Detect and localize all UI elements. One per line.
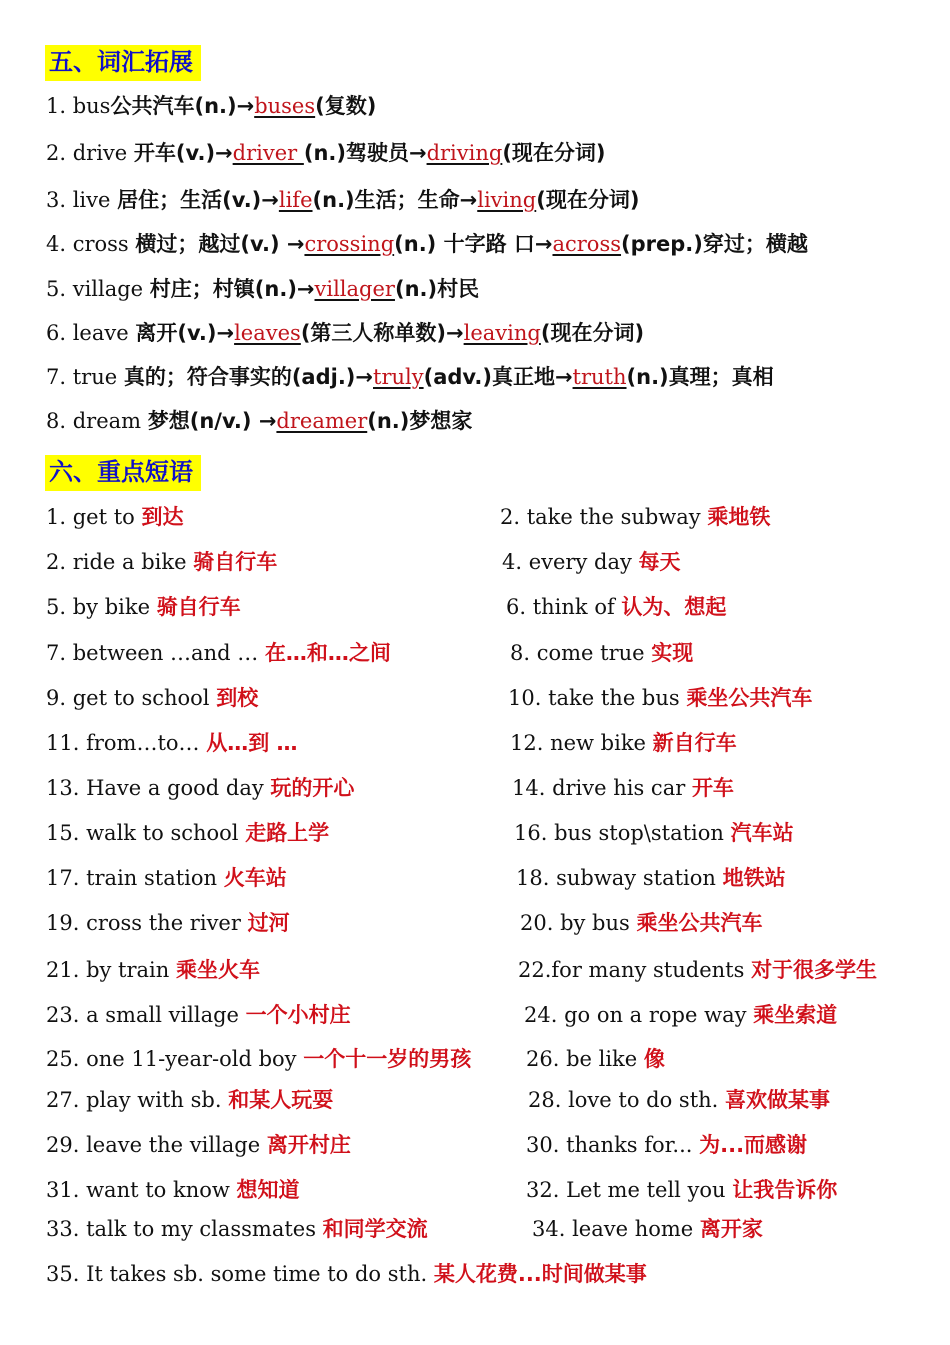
vocab-answer: leaving <box>463 321 541 345</box>
vocab-meaning: (adv.)真正地→ <box>423 365 573 389</box>
phrase-english: 10. take the bus <box>508 686 687 710</box>
phrase-english: 32. Let me tell you <box>526 1178 733 1202</box>
phrase-chinese: 每天 <box>638 550 681 574</box>
vocab-answer: truly <box>373 365 424 389</box>
vocab-meaning: 横过；越过(v.) → <box>135 232 305 256</box>
vocab-meaning: 居住；生活(v.)→ <box>117 188 279 212</box>
phrase-item <box>46 1086 333 1114</box>
phrase-chinese: 离开村庄 <box>266 1133 351 1157</box>
vocab-meaning: (复数) <box>315 94 377 118</box>
phrase-item <box>46 1176 300 1204</box>
vocab-item <box>46 363 774 391</box>
phrase-item <box>46 639 391 667</box>
phrase-english: 27. play with sb. <box>46 1088 229 1112</box>
phrase-item <box>526 1131 807 1159</box>
phrase-item <box>46 1045 471 1073</box>
vocab-answer: across <box>552 232 622 256</box>
phrase-english: 31. want to know <box>46 1178 237 1202</box>
phrase-item <box>46 1215 428 1243</box>
phrase-chinese: 认为、想起 <box>621 595 727 619</box>
phrase-english: 17. train station <box>46 866 224 890</box>
phrase-english: 13. Have a good day <box>46 776 271 800</box>
phrase-english: 26. be like <box>526 1047 644 1071</box>
vocab-meaning: 村庄；村镇(n.)→ <box>149 277 315 301</box>
vocab-meaning: 离开(v.)→ <box>135 321 235 345</box>
phrase-english: 33. talk to my classmates <box>46 1217 323 1241</box>
phrase-item <box>502 548 681 576</box>
phrase-chinese: 新自行车 <box>652 731 737 755</box>
phrase-english: 2. take the subway <box>500 505 708 529</box>
phrase-english: 21. by train <box>46 958 176 982</box>
phrase-chinese: 骑自行车 <box>193 550 278 574</box>
phrase-english: 24. go on a rope way <box>524 1003 754 1027</box>
phrase-english: 2. ride a bike <box>46 550 194 574</box>
phrase-english: 22.for many students <box>518 958 752 982</box>
phrase-item <box>46 684 258 712</box>
phrase-chinese: 在…和…之间 <box>264 641 391 665</box>
phrase-english: 25. one 11-year-old boy <box>46 1047 304 1071</box>
vocab-meaning: (现在分词) <box>536 188 640 212</box>
phrase-english: 5. by bike <box>46 595 157 619</box>
vocab-answer: living <box>477 188 537 212</box>
phrase-chinese: 像 <box>643 1047 665 1071</box>
vocab-item <box>46 186 639 214</box>
vocab-meaning: 公共汽车(n.)→ <box>110 94 255 118</box>
phrase-item <box>510 729 737 757</box>
vocab-meaning: (n.)真理；真相 <box>626 365 774 389</box>
vocab-meaning: 真的；符合事实的(adj.)→ <box>123 365 373 389</box>
phrase-english: 34. leave home <box>532 1217 700 1241</box>
phrase-chinese: 乘坐火车 <box>175 958 260 982</box>
phrase-item <box>46 1131 351 1159</box>
phrase-chinese: 为...而感谢 <box>699 1133 808 1157</box>
phrase-chinese: 喜欢做某事 <box>725 1088 831 1112</box>
phrase-chinese: 让我告诉你 <box>732 1178 838 1202</box>
phrase-item <box>526 1045 665 1073</box>
vocab-answer: truth <box>572 365 627 389</box>
phrase-item <box>46 548 277 576</box>
phrase-chinese: 乘坐公共汽车 <box>636 911 763 935</box>
vocab-meaning: (现在分词) <box>502 141 606 165</box>
vocab-meaning: (n.)梦想家 <box>367 409 473 433</box>
phrase-item <box>520 909 762 937</box>
vocab-meaning: (n.) 十字路 口→ <box>394 232 553 256</box>
section-5-header: 五、词汇拓展 <box>45 45 201 81</box>
phrase-chinese: 一个小村庄 <box>245 1003 351 1027</box>
phrase-item <box>46 864 287 892</box>
vocab-meaning: (n.)驾驶员→ <box>303 141 427 165</box>
phrase-item <box>46 729 298 757</box>
vocab-answer: buses <box>254 94 316 118</box>
vocab-word: 8. dream <box>46 409 148 433</box>
vocab-meaning: (现在分词) <box>540 321 645 345</box>
vocab-word: 5. village <box>46 277 150 301</box>
vocab-meaning: (prep.)穿过；横越 <box>621 232 808 256</box>
phrase-english: 8. come true <box>510 641 652 665</box>
phrase-english: 20. by bus <box>520 911 637 935</box>
phrase-chinese: 过河 <box>247 911 290 935</box>
phrase-item <box>500 503 770 531</box>
phrase-english: 19. cross the river <box>46 911 248 935</box>
phrase-english: 9. get to school <box>46 686 217 710</box>
phrase-chinese: 离开家 <box>699 1217 763 1241</box>
vocab-item <box>46 230 808 258</box>
phrase-chinese: 乘坐公共汽车 <box>686 686 813 710</box>
phrase-english: 30. thanks for... <box>526 1133 700 1157</box>
phrase-chinese: 玩的开心 <box>270 776 355 800</box>
phrase-item <box>532 1215 763 1243</box>
vocab-word: 6. leave <box>46 321 136 345</box>
phrase-item <box>528 1086 830 1114</box>
phrase-item <box>46 593 241 621</box>
phrase-item <box>46 1260 647 1288</box>
phrase-chinese: 汽车站 <box>730 821 794 845</box>
phrase-english: 29. leave the village <box>46 1133 267 1157</box>
vocab-answer: leaves <box>234 321 301 345</box>
phrase-chinese: 和某人玩耍 <box>228 1088 334 1112</box>
phrase-english: 28. love to do sth. <box>528 1088 726 1112</box>
vocab-answer: driver <box>232 141 304 165</box>
phrase-item <box>46 956 260 984</box>
phrase-english: 18. subway station <box>516 866 723 890</box>
phrase-chinese: 实现 <box>651 641 694 665</box>
vocab-word: 2. drive <box>46 141 134 165</box>
phrase-chinese: 到达 <box>141 505 184 529</box>
phrase-item <box>508 684 812 712</box>
vocab-meaning: (第三人称单数)→ <box>300 321 464 345</box>
vocab-item <box>46 407 472 435</box>
phrase-english: 11. from…to… <box>46 731 207 755</box>
phrase-item <box>46 774 354 802</box>
vocab-meaning: (n.)生活；生命→ <box>312 188 478 212</box>
vocab-answer: crossing <box>304 232 395 256</box>
vocab-word: 3. live <box>46 188 118 212</box>
phrase-english: 1. get to <box>46 505 142 529</box>
phrase-item <box>46 1001 351 1029</box>
vocab-word: 4. cross <box>46 232 136 256</box>
phrase-english: 12. new bike <box>510 731 653 755</box>
vocab-answer: villager <box>314 277 395 301</box>
phrase-english: 15. walk to school <box>46 821 246 845</box>
phrase-item <box>518 956 877 984</box>
vocab-word: 1. bus <box>46 94 111 118</box>
vocab-word: 7. true <box>46 365 124 389</box>
vocab-meaning: (n.)村民 <box>394 277 480 301</box>
section-6-header: 六、重点短语 <box>45 455 201 491</box>
phrase-chinese: 走路上学 <box>245 821 330 845</box>
phrase-chinese: 对于很多学生 <box>751 958 878 982</box>
phrase-chinese: 骑自行车 <box>156 595 241 619</box>
phrase-item <box>512 774 734 802</box>
phrase-chinese: 一个十一岁的男孩 <box>303 1047 472 1071</box>
phrase-chinese: 想知道 <box>236 1178 300 1202</box>
phrase-item <box>516 864 786 892</box>
phrase-english: 16. bus stop\station <box>514 821 731 845</box>
phrase-chinese: 和同学交流 <box>322 1217 428 1241</box>
phrase-chinese: 地铁站 <box>722 866 786 890</box>
vocab-meaning: 开车(v.)→ <box>133 141 233 165</box>
phrase-chinese: 火车站 <box>223 866 287 890</box>
phrase-item <box>46 819 329 847</box>
phrase-chinese: 到校 <box>216 686 259 710</box>
phrase-english: 35. It takes sb. some time to do sth. <box>46 1262 434 1286</box>
vocab-meaning: 梦想(n/v.) → <box>147 409 277 433</box>
phrase-english: 7. between …and … <box>46 641 265 665</box>
phrase-item <box>514 819 794 847</box>
vocab-item <box>46 92 376 120</box>
phrase-item <box>506 593 726 621</box>
phrase-item <box>46 909 290 937</box>
phrase-chinese: 乘坐索道 <box>753 1003 838 1027</box>
phrase-item <box>526 1176 837 1204</box>
phrase-chinese: 从…到 … <box>206 731 298 755</box>
vocab-item <box>46 319 644 347</box>
phrase-english: 23. a small village <box>46 1003 246 1027</box>
phrase-item <box>510 639 693 667</box>
phrase-english: 14. drive his car <box>512 776 692 800</box>
vocab-item <box>46 275 479 303</box>
vocab-answer: dreamer <box>276 409 368 433</box>
phrase-item <box>524 1001 837 1029</box>
phrase-item <box>46 503 183 531</box>
phrase-chinese: 开车 <box>691 776 734 800</box>
phrase-chinese: 某人花费...时间做某事 <box>433 1262 647 1286</box>
phrase-chinese: 乘地铁 <box>707 505 771 529</box>
phrase-english: 6. think of <box>506 595 622 619</box>
vocab-item <box>46 139 606 167</box>
phrase-english: 4. every day <box>502 550 639 574</box>
vocab-answer: life <box>278 188 313 212</box>
vocab-answer: driving <box>426 141 503 165</box>
